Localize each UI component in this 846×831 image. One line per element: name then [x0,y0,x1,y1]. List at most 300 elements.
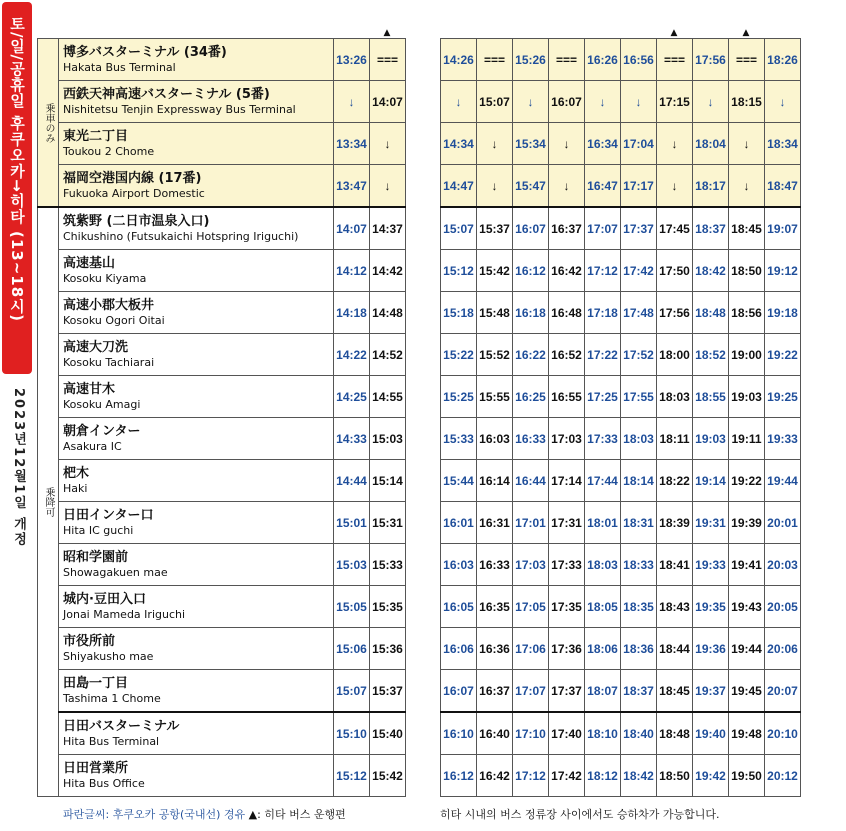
departure-time: 15:40 [370,712,406,755]
departure-time: 19:25 [765,376,801,418]
departure-time: ↓ [657,123,693,165]
departure-time: 15:18 [441,292,477,334]
departure-time: 17:55 [621,376,657,418]
route-title: 토/일/공휴일 후쿠오카→히타 (13~18시) [8,16,26,322]
table-row [38,292,406,334]
departure-time: 15:26 [513,39,549,81]
departure-time: 16:52 [549,334,585,376]
departure-time: 18:31 [621,502,657,544]
stop-name-en: Toukou 2 Chome [63,144,155,158]
stop-name-en: Chikushino (Futsukaichi Hotspring Iriguchi) [63,229,299,243]
departure-time: 15:55 [477,376,513,418]
stop-name-jp: 高速基山 [63,255,116,271]
departure-time: 16:22 [513,334,549,376]
stop-name [59,376,334,418]
departure-time: 18:39 [657,502,693,544]
boarding-only-label: 乗車のみ [38,39,59,208]
departure-time: 17:45 [657,207,693,250]
departure-time: 19:33 [765,418,801,460]
departure-time: 16:47 [585,165,621,208]
departure-time: 19:18 [765,292,801,334]
departure-time: 17:42 [621,250,657,292]
departure-time: 17:33 [585,418,621,460]
stop-name-jp: 福岡空港国内線 (17番) [63,170,202,186]
departure-time: ↓ [729,123,765,165]
table-row [441,502,801,544]
departure-time: 15:12 [334,755,370,797]
timetable-left [37,38,406,797]
departure-time: 17:07 [513,670,549,713]
departure-time: 19:45 [729,670,765,713]
departure-time: 18:10 [585,712,621,755]
departure-time: ↓ [693,81,729,123]
departure-time: 15:12 [441,250,477,292]
departure-time: 18:43 [657,586,693,628]
departure-time: 17:37 [549,670,585,713]
departure-time: 20:06 [765,628,801,670]
departure-time: 18:05 [585,586,621,628]
departure-time: 16:36 [477,628,513,670]
departure-time: 15:31 [370,502,406,544]
departure-time: 18:55 [693,376,729,418]
departure-time: 19:03 [693,418,729,460]
table-row [38,755,406,797]
stop-name-en: Hakata Bus Terminal [63,60,176,74]
stop-name-en: Haki [63,481,88,495]
departure-time: 17:06 [513,628,549,670]
stop-name-jp: 東光二丁目 [63,128,129,144]
table-row [38,586,406,628]
table-row [38,712,406,755]
departure-time: ↓ [657,165,693,208]
departure-time: 17:12 [585,250,621,292]
table-row [441,586,801,628]
departure-time: ↓ [765,81,801,123]
stop-name-jp: 杷木 [63,465,90,481]
table-row [38,376,406,418]
departure-time: 16:42 [549,250,585,292]
table-row [441,755,801,797]
departure-time: 17:42 [549,755,585,797]
hita-bus-marker-icon: ▲ [742,28,750,38]
departure-time: ↓ [621,81,657,123]
departure-time: 18:56 [729,292,765,334]
departure-time: 15:14 [370,460,406,502]
departure-time: 16:33 [477,544,513,586]
departure-time: 19:48 [729,712,765,755]
departure-time: 14:25 [334,376,370,418]
departure-time: 15:22 [441,334,477,376]
table-row [441,292,801,334]
departure-time: 15:36 [370,628,406,670]
legend-right: 히타 시내의 버스 정류장 사이에서도 승하차가 가능합니다. [440,808,720,821]
departure-time: 19:11 [729,418,765,460]
departure-time: 14:42 [370,250,406,292]
departure-time: 14:48 [370,292,406,334]
departure-time: === [729,39,765,81]
table-row [38,39,406,81]
departure-time: 18:03 [621,418,657,460]
departure-time: 15:07 [477,81,513,123]
departure-time: 16:12 [513,250,549,292]
departure-time: 19:37 [693,670,729,713]
table-row [38,502,406,544]
departure-time: 13:34 [334,123,370,165]
stop-name [59,250,334,292]
departure-time: 18:14 [621,460,657,502]
table-row [38,123,406,165]
stop-name [59,670,334,713]
departure-time: 18:44 [657,628,693,670]
stop-name-jp: 城内·豆田入口 [63,591,146,607]
departure-time: === [370,39,406,81]
departure-time: 17:56 [693,39,729,81]
stop-name-jp: 日田バスターミナル [63,718,180,734]
departure-time: 17:01 [513,502,549,544]
table-row [441,207,801,250]
departure-time: 19:44 [765,460,801,502]
stop-name-en: Hita IC guchi [63,523,134,537]
departure-time: 16:03 [477,418,513,460]
departure-time: 19:39 [729,502,765,544]
table-row [441,628,801,670]
table-row [38,250,406,292]
departure-time: 18:52 [693,334,729,376]
table-row [38,165,406,208]
legend-marker-text: ▲: 히타 버스 운행편 [248,808,346,821]
stop-name-jp: 高速小郡大板井 [63,297,155,313]
departure-time: 20:12 [765,755,801,797]
departure-time: 16:42 [477,755,513,797]
stop-name-en: Tashima 1 Chome [63,691,161,705]
table-row [38,544,406,586]
departure-time: 18:06 [585,628,621,670]
departure-time: 14:34 [441,123,477,165]
departure-time: ↓ [729,165,765,208]
stop-name [59,207,334,250]
departure-time: ↓ [549,123,585,165]
table-row [38,334,406,376]
departure-time: 15:07 [334,670,370,713]
departure-time: 15:25 [441,376,477,418]
departure-time: 14:18 [334,292,370,334]
departure-time: 14:55 [370,376,406,418]
stop-name [59,755,334,797]
stop-name-en: Kosoku Tachiarai [63,355,155,369]
departure-time: 17:56 [657,292,693,334]
departure-time: 18:03 [657,376,693,418]
table-row [38,81,406,123]
stop-name-en: Nishitetsu Tenjin Expressway Bus Terminal [63,102,296,116]
table-row [441,123,801,165]
departure-time: 16:48 [549,292,585,334]
table-row [441,544,801,586]
table-row [38,670,406,713]
departure-time: 18:36 [621,628,657,670]
stop-name-en: Shiyakusho mae [63,649,154,663]
boarding-alighting-label: 乗降可 [38,207,59,797]
departure-time: 20:10 [765,712,801,755]
departure-time: 15:34 [513,123,549,165]
departure-time: 14:37 [370,207,406,250]
departure-time: 14:47 [441,165,477,208]
departure-time: 15:33 [370,544,406,586]
departure-time: 16:35 [477,586,513,628]
departure-time: 18:50 [729,250,765,292]
departure-time: ↓ [513,81,549,123]
table-row [441,418,801,460]
departure-time: 14:44 [334,460,370,502]
departure-time: 18:07 [585,670,621,713]
departure-time: 16:34 [585,123,621,165]
departure-time: 17:35 [549,586,585,628]
departure-time: 18:47 [765,165,801,208]
departure-time: 16:26 [585,39,621,81]
stop-name-jp: 西鉄天神高速バスターミナル (5番) [63,86,270,102]
departure-time: 19:50 [729,755,765,797]
departure-time: 18:17 [693,165,729,208]
departure-time: 18:26 [765,39,801,81]
departure-time: 16:07 [513,207,549,250]
stop-name [59,81,334,123]
legend-blue-text: 파란글씨: 후쿠오카 공항(국내선) 경유 [63,808,246,821]
departure-time: 17:44 [585,460,621,502]
departure-time: 17:03 [513,544,549,586]
departure-time: 17:17 [621,165,657,208]
departure-time: 16:56 [621,39,657,81]
departure-time: 14:52 [370,334,406,376]
departure-time: 15:48 [477,292,513,334]
departure-time: 17:22 [585,334,621,376]
stop-name [59,418,334,460]
departure-time: 18:03 [585,544,621,586]
departure-time: 16:33 [513,418,549,460]
departure-time: 18:22 [657,460,693,502]
departure-time: 19:12 [765,250,801,292]
stop-name-en: Kosoku Amagi [63,397,141,411]
table-row [441,712,801,755]
departure-time: 19:44 [729,628,765,670]
departure-time: 17:12 [513,755,549,797]
departure-time: 18:04 [693,123,729,165]
departure-time: 15:07 [441,207,477,250]
table-row [38,418,406,460]
revision-date: 2023년12월1일 개정 [11,388,26,547]
departure-time: 20:05 [765,586,801,628]
stop-name-en: Fukuoka Airport Domestic [63,186,205,200]
stop-name [59,712,334,755]
departure-time: 19:00 [729,334,765,376]
departure-time: 17:33 [549,544,585,586]
departure-time: 14:12 [334,250,370,292]
departure-time: 18:33 [621,544,657,586]
departure-time: 18:34 [765,123,801,165]
stop-name [59,502,334,544]
timetable-right [440,38,801,797]
departure-time: ↓ [334,81,370,123]
table-row [38,207,406,250]
departure-time: 15:44 [441,460,477,502]
departure-time: 15:10 [334,712,370,755]
departure-time: ↓ [441,81,477,123]
departure-time: 17:25 [585,376,621,418]
legend-left [63,806,346,822]
departure-time: 15:47 [513,165,549,208]
departure-time: 15:33 [441,418,477,460]
departure-time: 20:07 [765,670,801,713]
departure-time: 13:26 [334,39,370,81]
stop-name-jp: 市役所前 [63,633,116,649]
departure-time: 17:48 [621,292,657,334]
departure-time: === [549,39,585,81]
departure-time: 19:22 [729,460,765,502]
departure-time: 18:48 [657,712,693,755]
departure-time: 16:37 [549,207,585,250]
departure-time: 15:03 [334,544,370,586]
departure-time: 18:42 [621,755,657,797]
stop-name-jp: 高速大刀洗 [63,339,129,355]
departure-time: 19:43 [729,586,765,628]
stop-name-jp: 博多バスターミナル (34番) [63,44,227,60]
departure-time: 15:37 [370,670,406,713]
stop-name [59,628,334,670]
table-row [38,460,406,502]
departure-time: 18:01 [585,502,621,544]
stop-name-jp: 日田営業所 [63,760,129,776]
stop-name-jp: 筑紫野 (二日市温泉入口) [63,213,210,229]
stop-name-jp: 昭和学園前 [63,549,129,565]
stop-name-en: Showagakuen mae [63,565,168,579]
departure-time: 15:37 [477,207,513,250]
departure-time: 16:31 [477,502,513,544]
stop-name [59,586,334,628]
stop-name-jp: 日田インター口 [63,507,154,523]
table-row [441,376,801,418]
departure-time: 16:07 [549,81,585,123]
departure-time: 16:06 [441,628,477,670]
departure-time: 16:18 [513,292,549,334]
departure-time: 18:50 [657,755,693,797]
departure-time: 17:05 [513,586,549,628]
table-row [441,165,801,208]
departure-time: 14:33 [334,418,370,460]
stop-name-en: Jonai Mameda Iriguchi [63,607,186,621]
stop-name [59,165,334,208]
departure-time: 15:52 [477,334,513,376]
stop-name-jp: 朝倉インター [63,423,141,439]
departure-time: ↓ [585,81,621,123]
departure-time: 19:35 [693,586,729,628]
departure-time: 18:48 [693,292,729,334]
departure-time: 18:12 [585,755,621,797]
departure-time: ↓ [370,123,406,165]
stop-name [59,123,334,165]
stop-name [59,460,334,502]
table-row [441,334,801,376]
departure-time: === [477,39,513,81]
table-row [441,39,801,81]
table-row [38,628,406,670]
stop-name-en: Hita Bus Terminal [63,734,160,748]
stop-name-jp: 田島一丁目 [63,675,129,691]
departure-time: 18:40 [621,712,657,755]
departure-time: 20:03 [765,544,801,586]
stop-name-jp: 高速甘木 [63,381,116,397]
table-row [441,670,801,713]
departure-time: 15:03 [370,418,406,460]
departure-time: 19:40 [693,712,729,755]
stop-name-en: Hita Bus Office [63,776,145,790]
departure-time: 17:10 [513,712,549,755]
departure-time: ↓ [477,165,513,208]
departure-time: 15:01 [334,502,370,544]
departure-time: 19:36 [693,628,729,670]
departure-time: 16:10 [441,712,477,755]
departure-time: 14:07 [334,207,370,250]
stop-name [59,39,334,81]
departure-time: 18:37 [693,207,729,250]
stop-name-en: Asakura IC [63,439,122,453]
departure-time: ↓ [477,123,513,165]
departure-time: 16:25 [513,376,549,418]
departure-time: 17:04 [621,123,657,165]
departure-time: 17:50 [657,250,693,292]
departure-time: 18:37 [621,670,657,713]
departure-time: ↓ [370,165,406,208]
departure-time: 16:12 [441,755,477,797]
departure-time: 17:37 [621,207,657,250]
departure-time: 14:07 [370,81,406,123]
departure-time: 17:36 [549,628,585,670]
departure-time: 17:15 [657,81,693,123]
departure-time: 16:03 [441,544,477,586]
departure-time: 20:01 [765,502,801,544]
departure-time: 19:42 [693,755,729,797]
departure-time: === [657,39,693,81]
departure-time: 16:01 [441,502,477,544]
departure-time: 16:07 [441,670,477,713]
departure-time: 17:52 [621,334,657,376]
stop-name [59,544,334,586]
departure-time: 15:42 [370,755,406,797]
departure-time: 16:37 [477,670,513,713]
departure-time: 18:41 [657,544,693,586]
departure-time: 19:22 [765,334,801,376]
departure-time: 19:03 [729,376,765,418]
departure-time: 16:44 [513,460,549,502]
stop-name-en: Kosoku Kiyama [63,271,147,285]
departure-time: 14:26 [441,39,477,81]
departure-time: 19:14 [693,460,729,502]
departure-time: 13:47 [334,165,370,208]
departure-time: 17:03 [549,418,585,460]
stop-name [59,292,334,334]
departure-time: 16:55 [549,376,585,418]
departure-time: 16:40 [477,712,513,755]
departure-time: ↓ [549,165,585,208]
departure-time: 19:33 [693,544,729,586]
departure-time: 17:31 [549,502,585,544]
departure-time: 17:14 [549,460,585,502]
departure-time: 16:05 [441,586,477,628]
table-row [441,81,801,123]
departure-time: 17:40 [549,712,585,755]
hita-bus-marker-icon: ▲ [383,28,391,38]
departure-time: 16:14 [477,460,513,502]
departure-time: 18:45 [657,670,693,713]
table-row [441,460,801,502]
stop-name-en: Kosoku Ogori Oitai [63,313,165,327]
